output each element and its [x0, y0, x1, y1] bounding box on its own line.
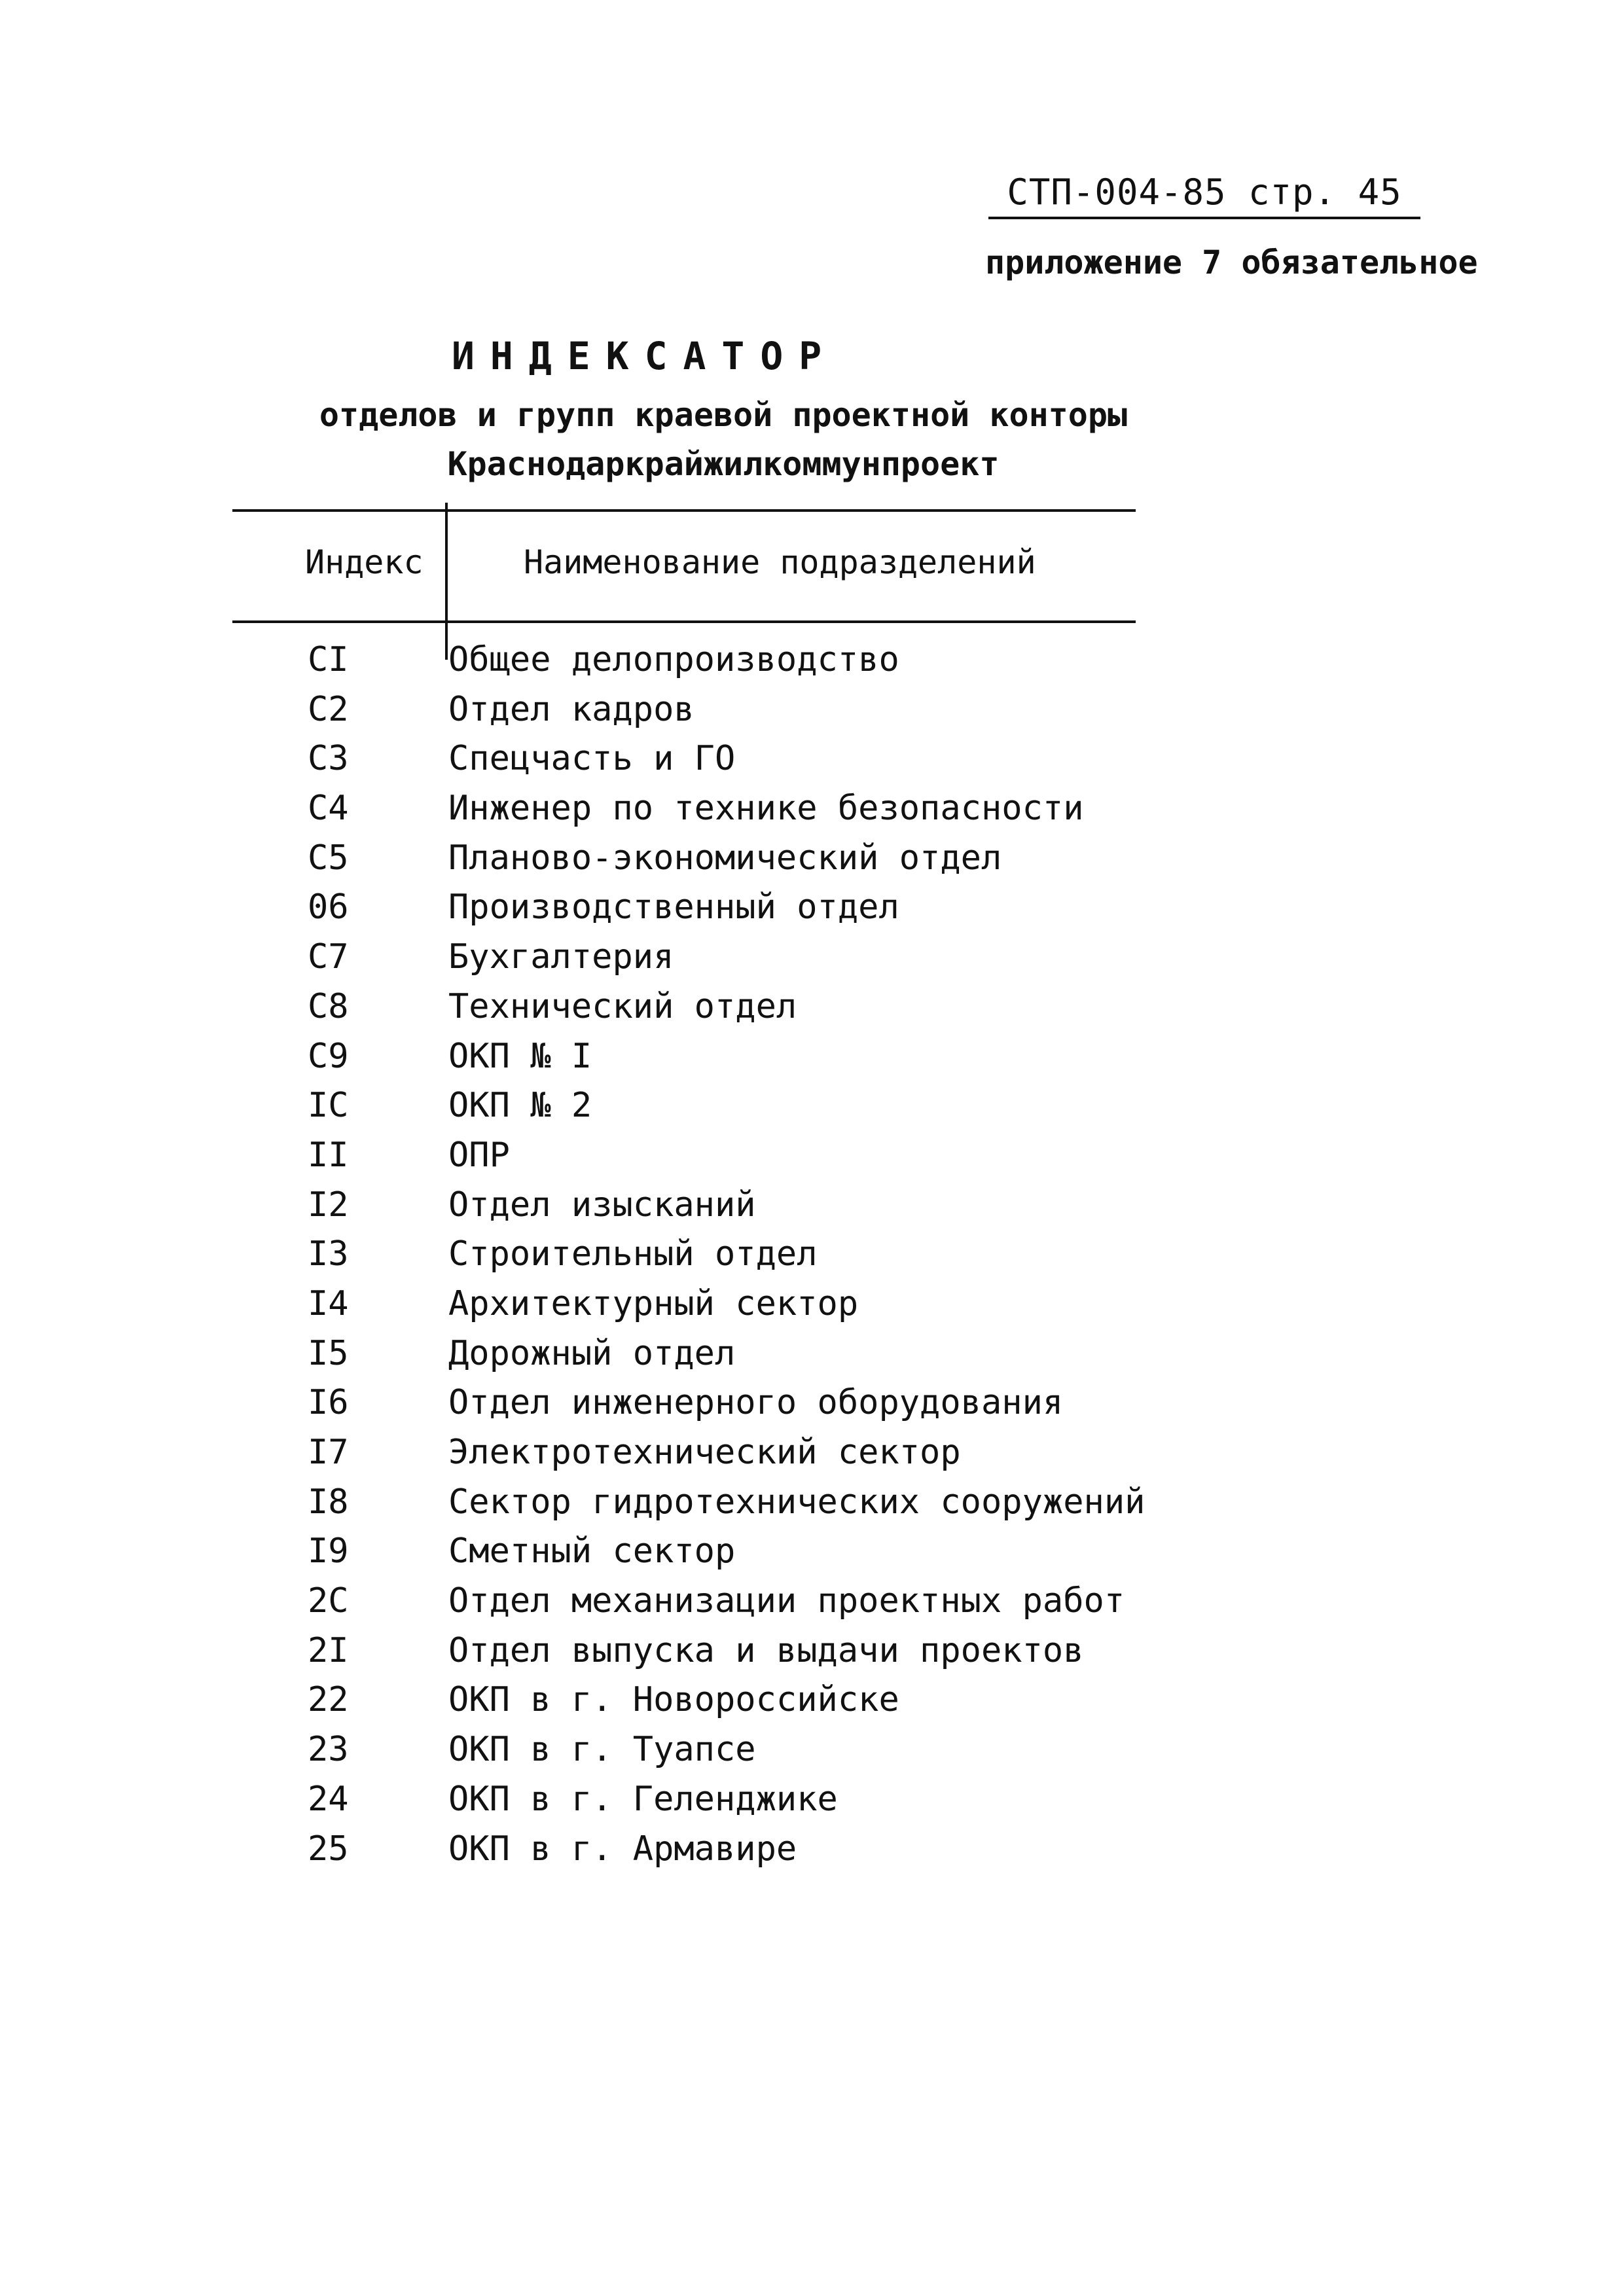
row-index: C5	[308, 838, 349, 878]
table-row	[0, 1532, 1624, 1581]
row-index: C8	[308, 986, 349, 1026]
row-index: I3	[308, 1234, 349, 1274]
table-row	[0, 838, 1624, 888]
row-index: 25	[308, 1829, 349, 1869]
row-index: I9	[308, 1532, 349, 1571]
row-department: Отдел изысканий	[448, 1185, 756, 1225]
row-index: 2C	[308, 1581, 349, 1621]
row-department: Производственный отдел	[448, 888, 899, 927]
document-title: ИНДЕКСАТОР	[452, 334, 838, 378]
row-department: ОКП № I	[448, 1036, 592, 1076]
row-department: ОПР	[448, 1135, 510, 1175]
table-row	[0, 1581, 1624, 1631]
row-index: C3	[308, 739, 349, 779]
column-header-index: Индекс	[305, 543, 424, 581]
row-department: Технический отдел	[448, 986, 797, 1026]
table-row	[0, 987, 1624, 1037]
row-index: 22	[308, 1680, 349, 1720]
row-department: Отдел выпуска и выдачи проектов	[448, 1630, 1084, 1670]
table-row	[0, 1730, 1624, 1780]
table-row	[0, 1433, 1624, 1482]
table-row	[0, 888, 1624, 937]
row-index: C9	[308, 1036, 349, 1076]
document-subtitle-line1: отделов и групп краевой проектной конторы	[319, 396, 1128, 434]
table-row	[0, 1482, 1624, 1532]
table-column-divider	[445, 503, 448, 660]
row-department: Планово-экономический отдел	[448, 838, 1002, 878]
row-department: ОКП в г. Туапсе	[448, 1730, 756, 1770]
table-row	[0, 789, 1624, 838]
row-department: Дорожный отдел	[448, 1333, 736, 1373]
table-row	[0, 1037, 1624, 1086]
row-index: I7	[308, 1433, 349, 1472]
table-row	[0, 1086, 1624, 1136]
table-row	[0, 640, 1624, 690]
row-index: IC	[308, 1086, 349, 1126]
row-index: II	[308, 1135, 349, 1175]
table-row	[0, 1136, 1624, 1185]
table-row	[0, 1234, 1624, 1284]
row-department: Архитектурный сектор	[448, 1283, 859, 1323]
table-row	[0, 690, 1624, 740]
row-department: ОКП в г. Геленджике	[448, 1779, 838, 1819]
table-row	[0, 1780, 1624, 1829]
table-row	[0, 1680, 1624, 1730]
row-index: C4	[308, 789, 349, 829]
row-index: CI	[308, 640, 349, 679]
row-index: C7	[308, 937, 349, 977]
row-index: 06	[308, 888, 349, 927]
row-department: Инженер по технике безопасности	[448, 789, 1084, 829]
row-department: ОКП в г. Новороссийске	[448, 1680, 899, 1720]
table-row	[0, 1284, 1624, 1334]
row-department: ОКП в г. Армавире	[448, 1829, 797, 1869]
table-top-rule	[232, 509, 1136, 512]
row-department: Бухгалтерия	[448, 937, 674, 977]
row-department: Спецчасть и ГО	[448, 739, 736, 779]
table-row	[0, 1631, 1624, 1681]
page-reference: СТП-004-85 стр. 45	[988, 171, 1420, 219]
table-header-rule	[232, 620, 1136, 623]
index-table-body	[0, 640, 1624, 1878]
row-department: Электротехнический сектор	[448, 1433, 961, 1472]
row-department: Отдел инженерного оборудования	[448, 1383, 1064, 1423]
row-department: ОКП № 2	[448, 1086, 592, 1126]
row-index: I4	[308, 1283, 349, 1323]
row-index: I8	[308, 1482, 349, 1522]
row-index: 23	[308, 1730, 349, 1770]
table-row	[0, 1383, 1624, 1433]
row-department: Строительный отдел	[448, 1234, 818, 1274]
column-header-name: Наименование подразделений	[524, 543, 1036, 581]
row-index: I5	[308, 1333, 349, 1373]
row-index: I6	[308, 1383, 349, 1423]
table-row	[0, 937, 1624, 987]
row-index: I2	[308, 1185, 349, 1225]
table-row	[0, 1829, 1624, 1879]
document-subtitle-line2: Краснодаркрайжилкоммунпроект	[447, 445, 1000, 483]
table-row	[0, 1185, 1624, 1235]
row-department: Отдел механизации проектных работ	[448, 1581, 1125, 1621]
row-department: Отдел кадров	[448, 689, 695, 729]
table-row	[0, 739, 1624, 789]
appendix-note: приложение 7 обязательное	[985, 243, 1478, 281]
table-row	[0, 1334, 1624, 1384]
row-index: C2	[308, 689, 349, 729]
row-department: Сметный сектор	[448, 1532, 736, 1571]
row-index: 24	[308, 1779, 349, 1819]
row-department: Общее делопроизводство	[448, 640, 899, 679]
row-department: Сектор гидротехнических сооружений	[448, 1482, 1146, 1522]
row-index: 2I	[308, 1630, 349, 1670]
